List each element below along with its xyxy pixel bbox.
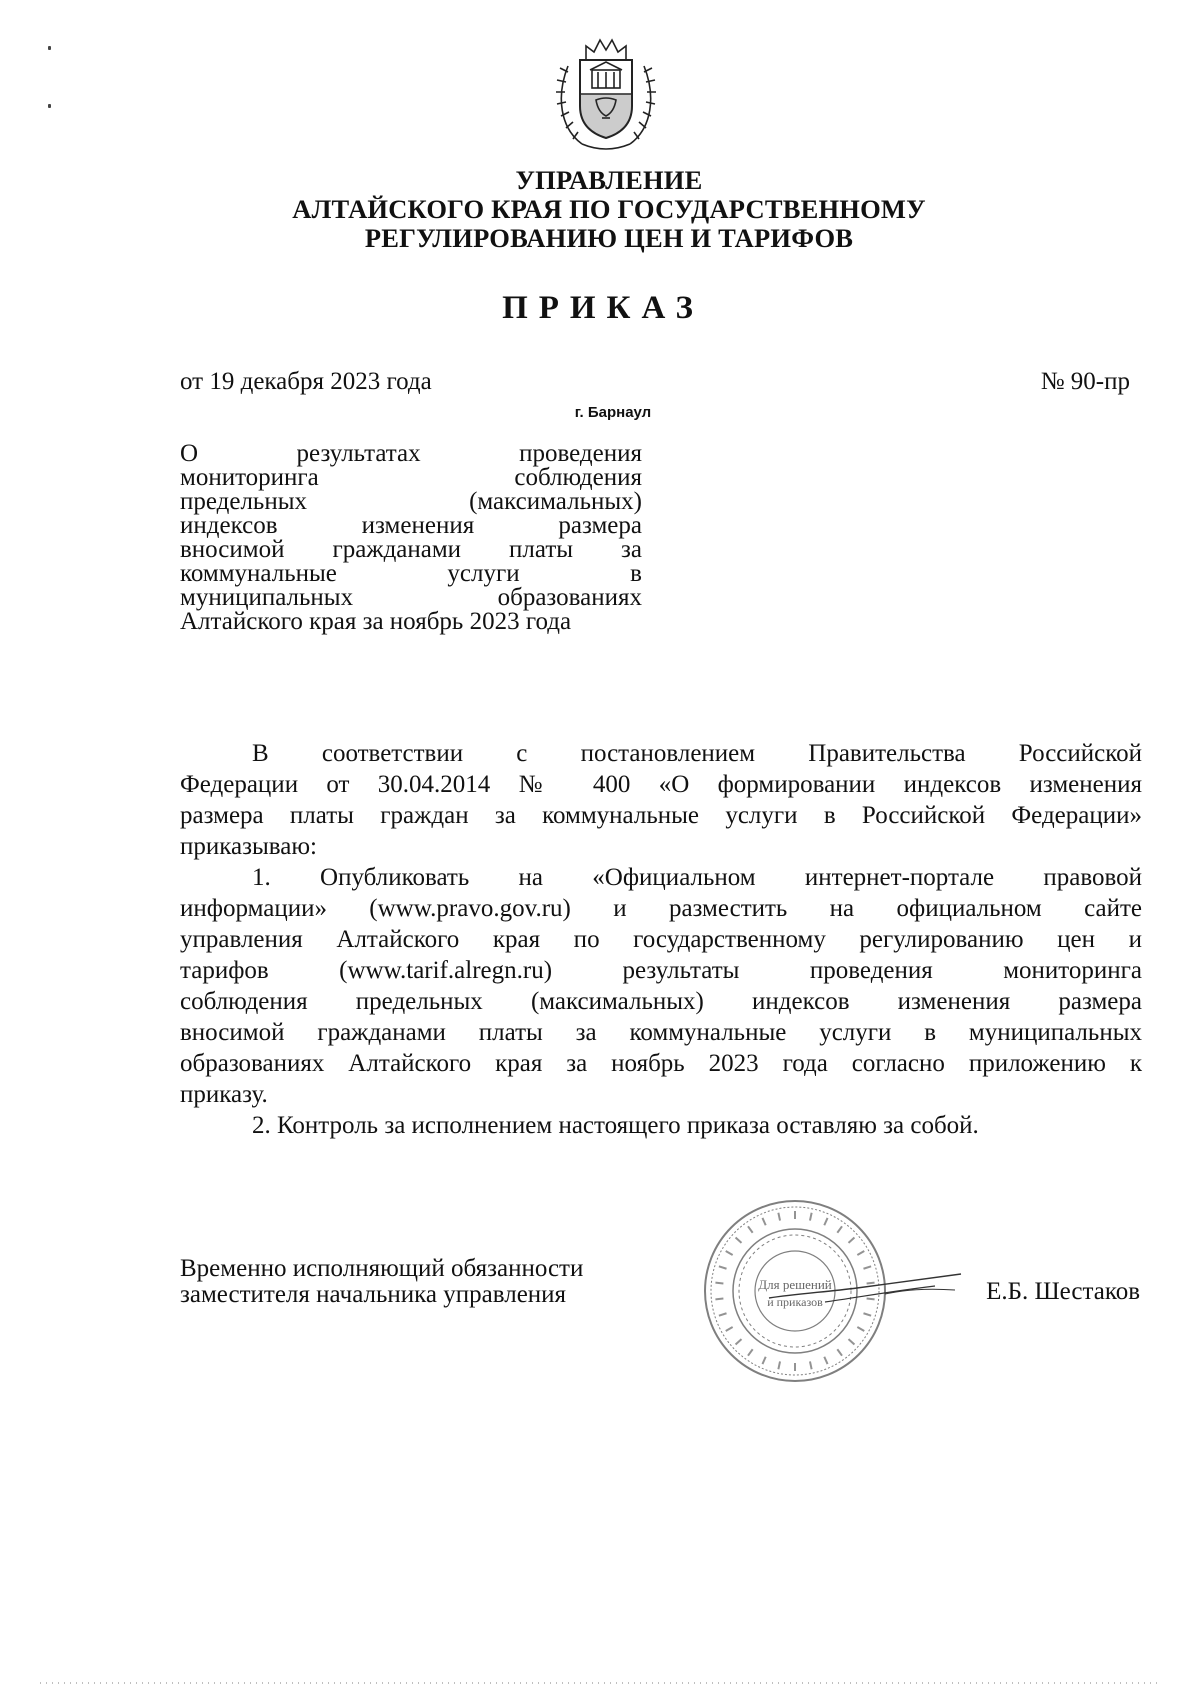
stamp-center-line-2: и приказов (767, 1295, 823, 1309)
stamp-center-line-1: Для решений (758, 1277, 832, 1292)
body-line: управления Алтайского края по государственному регулированию цен и (180, 926, 1142, 953)
signatory-title-line-2: заместителя начальника управления (180, 1281, 567, 1308)
subject-line: мониторинга соблюдения (180, 464, 642, 491)
subject-line: предельных (максимальных) (180, 488, 642, 515)
agency-line-3: РЕГУЛИРОВАНИЮ ЦЕН И ТАРИФОВ (364, 223, 854, 253)
signatory-title-line-1: Временно исполняющий обязанности (180, 1255, 584, 1282)
body-line: вносимой гражданами платы за коммунальные услуги в муниципальных (180, 1019, 1142, 1046)
signatory-title (180, 1256, 583, 1308)
agency-line-2: АЛТАЙСКОГО КРАЯ ПО ГОСУДАРСТВЕННОМУ (292, 194, 926, 224)
body-line: тарифов (www.tarif.alregn.ru) результаты проведения мониторинга (180, 957, 1142, 984)
body-line: приказываю: (180, 833, 317, 860)
scan-mark (48, 46, 51, 50)
subject-line: индексов изменения размера (180, 512, 642, 539)
body-line: информации» (www.pravo.gov.ru) и разместить на официальном сайте (180, 895, 1142, 922)
document-date: от 19 декабря 2023 года (180, 368, 432, 395)
body-line: соблюдения предельных (максимальных) индексов изменения размера (180, 988, 1142, 1015)
scan-mark (48, 104, 51, 108)
subject-line: муниципальных образованиях (180, 584, 642, 611)
body-line: образованиях Алтайского края за ноябрь 2023 года согласно приложению к (180, 1050, 1142, 1077)
body-line: В соответствии с постановлением Правительства Российской (252, 740, 1142, 767)
subject-line: Алтайского края за ноябрь 2023 года (180, 608, 572, 635)
body-line: 2. Контроль за исполнением настоящего приказа оставляю за собой. (252, 1112, 979, 1139)
document-type-title: ПРИКАЗ (502, 290, 704, 326)
body-line: приказу. (180, 1081, 268, 1108)
document-subject (180, 442, 642, 634)
subject-line: О результатах проведения (180, 440, 642, 467)
coat-of-arms-emblem (552, 32, 660, 154)
document-city: г. Барнаул (574, 404, 652, 421)
body-line: Федерации от 30.04.2014 № 400 «О формировании индексов изменения (180, 771, 1142, 798)
document-body (180, 738, 1142, 1141)
handwritten-signature (765, 1268, 965, 1318)
subject-line: вносимой гражданами платы за (180, 536, 642, 563)
body-line: 1. Опубликовать на «Официальном интернет-портале правовой (252, 864, 1142, 891)
body-line: размера платы граждан за коммунальные услуги в Российской Федерации» (180, 802, 1142, 829)
document-number: № 90-пр (1040, 368, 1130, 395)
scan-bottom-edge (40, 1680, 1160, 1686)
signatory-name: Е.Б. Шестаков (986, 1278, 1140, 1305)
agency-header (0, 166, 1200, 253)
agency-line-1: УПРАВЛЕНИЕ (515, 165, 703, 195)
subject-line: коммунальные услуги в (180, 560, 642, 587)
